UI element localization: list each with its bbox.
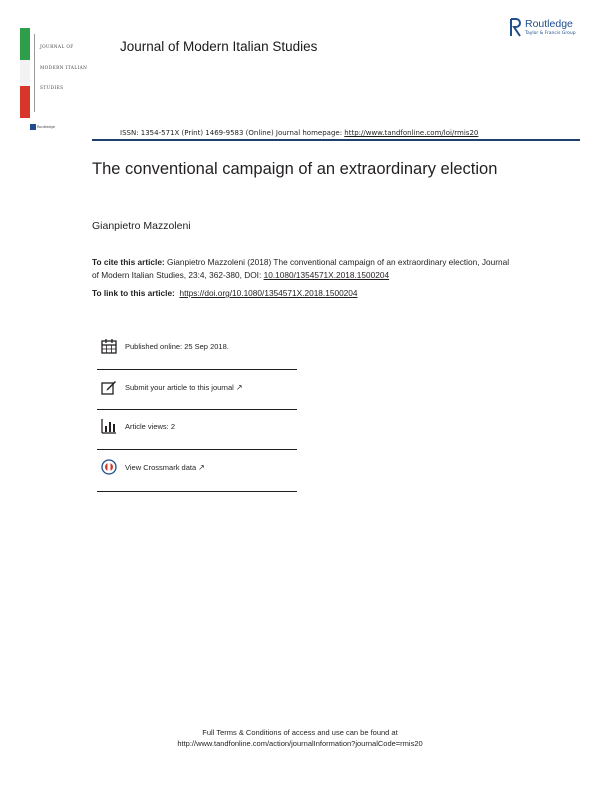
cover-title-line2: MODERN ITALIAN	[40, 66, 88, 71]
cover-divider	[34, 34, 35, 112]
article-link-line	[92, 288, 358, 298]
footer-terms-link[interactable]: http://www.tandfonline.com/action/journalInformation?journalCode=rmis20	[177, 739, 423, 748]
info-divider	[97, 369, 297, 370]
article-title: The conventional campaign of an extraordinary election	[92, 160, 498, 178]
edit-icon	[100, 378, 118, 396]
info-divider	[97, 449, 297, 450]
article-link-label: To link to this article:	[92, 288, 175, 298]
citation-label: To cite this article:	[92, 257, 165, 267]
issn-text: ISSN: 1354-571X (Print) 1469-9583 (Online) Journal homepage:	[120, 129, 345, 137]
article-doi-link[interactable]: https://doi.org/10.1080/1354571X.2018.1500204	[179, 288, 358, 298]
footer-terms-text: Full Terms & Conditions of access and use can be found at	[202, 728, 398, 737]
citation-block	[92, 256, 512, 281]
bar-chart-icon	[100, 417, 118, 435]
crossmark-icon	[100, 458, 118, 476]
submit-article-row[interactable]	[100, 376, 243, 398]
flag-green-stripe	[20, 28, 30, 60]
journal-cover	[20, 28, 86, 118]
article-author: Gianpietro Mazzoleni	[92, 220, 191, 232]
article-views-text: Article views: 2	[125, 421, 176, 431]
submit-article-link[interactable]: Submit your article to this journal	[125, 382, 234, 392]
flag-red-stripe	[20, 86, 30, 118]
journal-homepage-link[interactable]: http://www.tandfonline.com/loi/rmis20	[344, 129, 479, 137]
issn-line	[120, 129, 478, 137]
publisher-tagline: Taylor & Francis Group	[525, 31, 576, 36]
cover-logo-label: Routledge	[37, 125, 55, 129]
cover-title-line3: STUDIES	[40, 86, 64, 91]
external-link-icon: ↗	[198, 462, 205, 472]
published-online-text: Published online: 25 Sep 2018.	[125, 341, 229, 351]
journal-title: Journal of Modern Italian Studies	[120, 39, 318, 54]
cover-title-line1: JOURNAL OF	[40, 45, 74, 50]
header-rule	[92, 139, 580, 141]
calendar-icon	[100, 337, 118, 355]
cover-publisher-logo	[30, 124, 55, 130]
flag-white-stripe	[20, 60, 30, 86]
cover-logo-icon	[30, 124, 36, 130]
publisher-name: Routledge	[525, 18, 573, 30]
crossmark-row[interactable]	[100, 456, 205, 478]
article-views-row	[100, 415, 175, 437]
footer	[0, 727, 600, 749]
citation-doi-link[interactable]: 10.1080/1354571X.2018.1500204	[263, 269, 390, 280]
info-divider	[97, 409, 297, 410]
citation-text: Gianpietro Mazzoleni (2018) The conventional campaign of an extraordinary election, Journal of Modern Italian Studies, 23:4, 362-380, DOI:	[92, 257, 510, 280]
external-link-icon: ↗	[235, 382, 243, 392]
routledge-r-icon	[510, 18, 521, 37]
info-divider	[97, 491, 297, 492]
crossmark-link[interactable]: View Crossmark data	[125, 462, 197, 472]
published-online-row	[100, 335, 229, 357]
